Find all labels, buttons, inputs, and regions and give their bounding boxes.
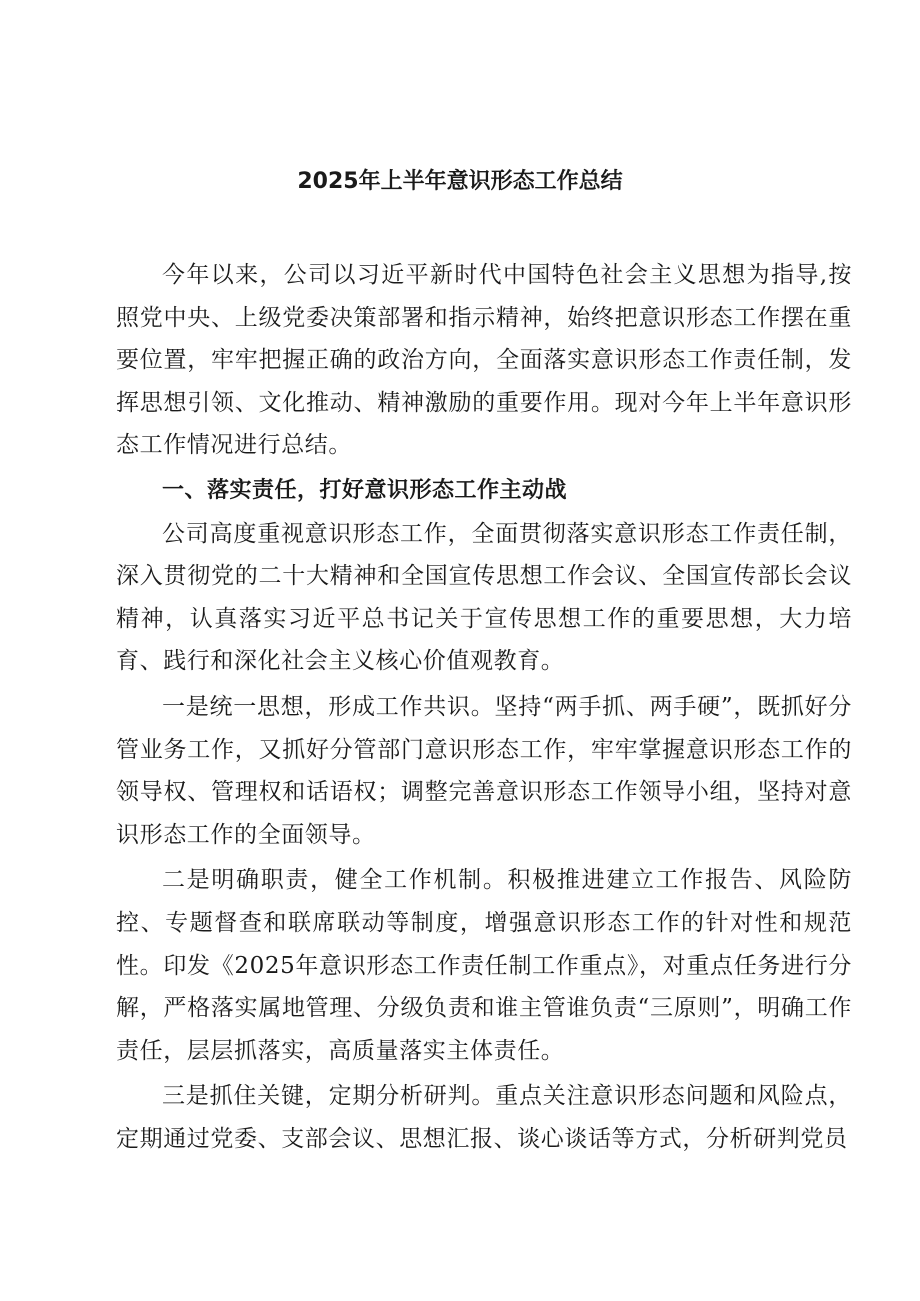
body-paragraph: 三是抓住关键，定期分析研判。重点关注意识形态问题和风险点，定期通过党委、支部会议、思想汇报、谈心谈话等方式，分析研判党员 [116,1083,852,1152]
document-body [116,254,852,1160]
body-paragraph: 二是明确职责，健全工作机制。积极推进建立工作报告、风险防控、专题督查和联席联动等制度，增强意识形态工作的针对性和规范性。印发《2025年意识形态工作责任制工作重点》，对重点任务进行分解，严格落实属地管理、分级负责和谁主管谁负责“三原则”，明确工作责任，层层抓落实，高质量落实主体责任。 [116,867,852,1064]
body-paragraph: 一是统一思想，形成工作共识。坚持“两手抓、两手硬”，既抓好分管业务工作，又抓好分管部门意识形态工作，牢牢掌握意识形态工作的领导权、管理权和话语权；调整完善意识形态工作领导小组，坚持对意识形态工作的全面领导。 [116,693,852,848]
intro-paragraph: 今年以来，公司以习近平新时代中国特色社会主义思想为指导,按照党中央、上级党委决策部署和指示精神，始终把意识形态工作摆在重要位置，牢牢把握正确的政治方向，全面落实意识形态工作责任制，发挥思想引领、文化推动、精神激励的重要作用。现对今年上半年意识形态工作情况进行总结。 [116,262,852,459]
body-paragraph: 公司高度重视意识形态工作，全面贯彻落实意识形态工作责任制，深入贯彻党的二十大精神和全国宣传思想工作会议、全国宣传部长会议精神，认真落实习近平总书记关于宣传思想工作的重要思想，大力培育、践行和深化社会主义核心价值观教育。 [116,520,852,675]
section-heading: 一、落实责任，打好意识形态工作主动战 [162,477,568,503]
document-title: 2025年上半年意识形态工作总结 [297,169,623,194]
